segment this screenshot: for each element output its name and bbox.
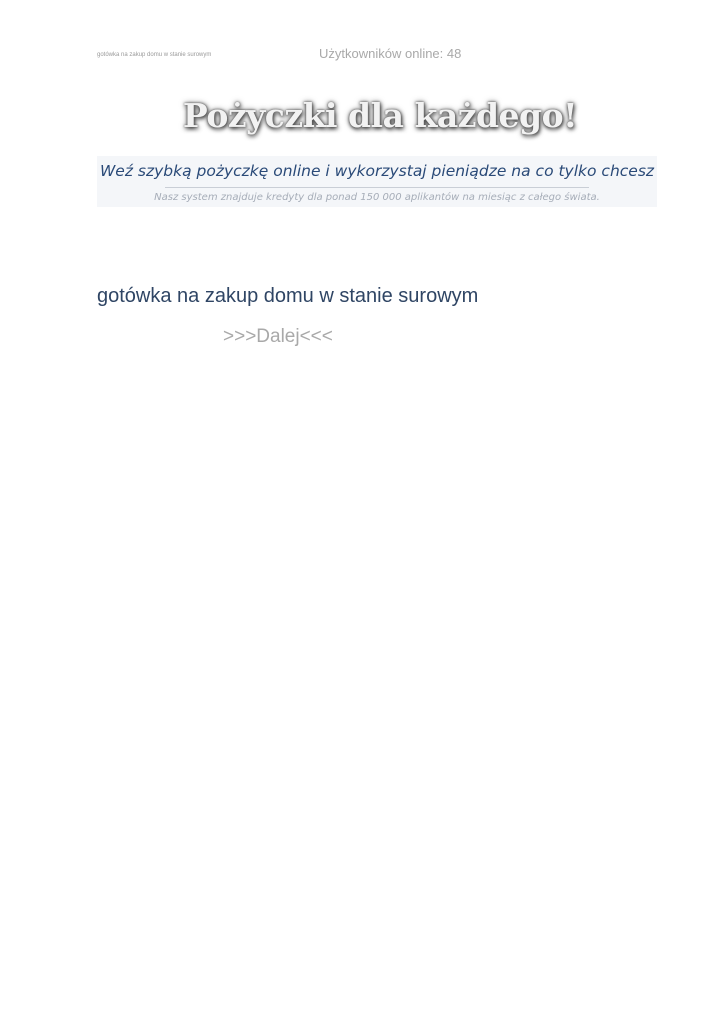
banner-box[interactable] <box>97 156 657 207</box>
banner-divider <box>165 187 589 188</box>
banner-headline[interactable]: Weź szybką pożyczkę online i wykorzystaj pieniądze na co tylko chcesz <box>99 162 655 180</box>
next-link[interactable]: >>>Dalej<<< <box>223 326 333 347</box>
page-small-title: gotówka na zakup domu w stanie surowym <box>97 52 212 58</box>
online-users-counter: Użytkowników online: 48 <box>319 46 462 61</box>
main-heading: gotówka na zakup domu w stanie surowym <box>97 285 479 307</box>
banner-subtext: Nasz system znajduje kredyty dla ponad 150 000 aplikantów na miesiąc z całego świata. <box>154 192 600 203</box>
banner-title: Pożyczki dla każdego! <box>182 96 578 135</box>
